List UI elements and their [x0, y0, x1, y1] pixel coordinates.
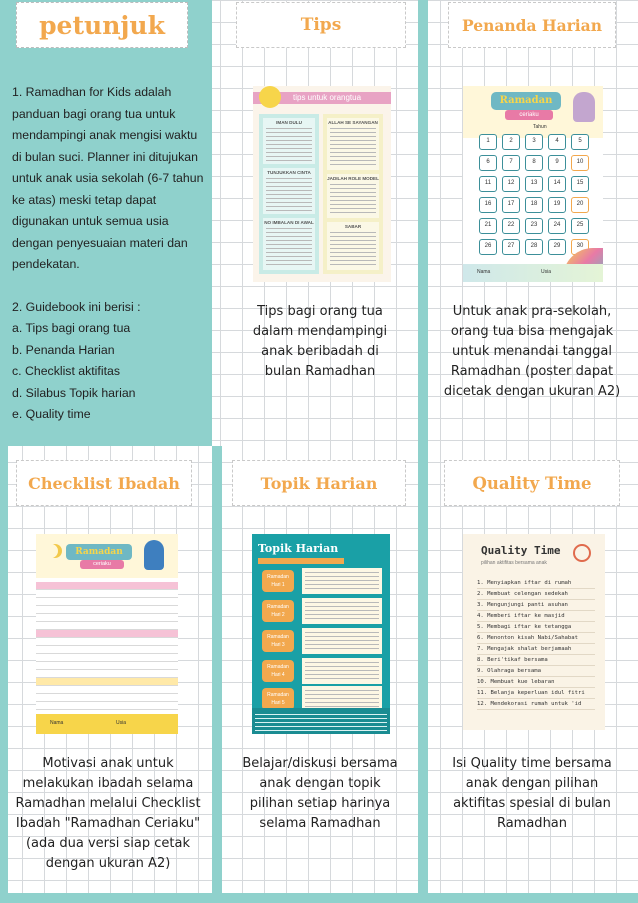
list-item: 4. Memberi iftar ke masjid: [477, 611, 595, 622]
list-item: 8. Beri'tikaf bersama: [477, 655, 595, 666]
day-cell: 20: [571, 197, 589, 213]
day-cell: 3: [525, 134, 543, 150]
day-cell: 13: [525, 176, 543, 192]
tips-header: Tips: [236, 2, 406, 48]
tips-thumbnail: [253, 86, 391, 282]
penanda-footer: Nama Usia: [463, 264, 603, 282]
quality-list: [477, 578, 595, 710]
day-cell: 21: [479, 218, 497, 234]
checklist-ibadah-caption: Motivasi anak untuk melakukan ibadah selama Ramadhan melalui Checklist Ibadah "Ramadhan Ceriaku" (ada dua versi siap cetak dengan ukuran A2): [15, 756, 201, 871]
petunjuk-tab: petunjuk: [16, 2, 188, 48]
kids-illustration-icon: [573, 92, 595, 122]
tips-caption: Tips bagi orang tua dalam mendampingi anak beribadah di bulan Ramadhan: [252, 304, 388, 379]
checklist-table: [36, 582, 178, 714]
topik-harian-thumbnail: [252, 534, 390, 734]
day-badge: Ramadan Hari 1: [262, 570, 294, 592]
day-cell: 9: [548, 155, 566, 171]
ramadan-logo: Ramadan: [66, 544, 132, 560]
topik-thumb-title: Topik Harian: [258, 542, 339, 555]
day-cell: 7: [502, 155, 520, 171]
day-cell: 30: [571, 239, 589, 255]
quality-time-caption: Isi Quality time bersama anak dengan pilihan aktifitas spesial di bulan Ramadhan: [452, 756, 612, 831]
list-item: 10. Membuat kue lebaran: [477, 677, 595, 688]
list-item: 2. Membuat celengan sedekah: [477, 589, 595, 600]
day-cell: 25: [571, 218, 589, 234]
list-item: 3. Mengunjungi panti asuhan: [477, 600, 595, 611]
day-cell: 6: [479, 155, 497, 171]
guide-item: b. Penanda Harian: [12, 342, 115, 357]
list-item: 5. Membagi iftar ke tetangga: [477, 622, 595, 633]
day-cell: 23: [525, 218, 543, 234]
list-item: 1. Menyiapkan iftar di rumah: [477, 578, 595, 589]
tips-column-right: ALLAH SE SAYANGAN JADILAH ROLE MODEL SABAR: [323, 114, 383, 274]
crescent-moon-icon: [44, 544, 58, 558]
day-cell: 11: [479, 176, 497, 192]
list-item: 12. Mendekorasi rumah untuk 'id: [477, 699, 595, 710]
day-cell: 29: [548, 239, 566, 255]
teal-divider-2: [418, 0, 428, 903]
instructions-text: [12, 82, 208, 426]
day-cell: 8: [525, 155, 543, 171]
tahun-label: Tahun: [533, 124, 547, 130]
quality-thumb-subtitle: pilihan aktifitas bersama anak: [481, 560, 547, 566]
day-cell: 4: [548, 134, 566, 150]
quality-time-thumbnail: [463, 534, 605, 730]
quality-time-header: Quality Time: [444, 460, 620, 506]
tips-column-left: IMAN DULU TUNJUKKAN CINTA NO IMBALAN DI AWAL: [259, 114, 319, 274]
list-item: 11. Belanja keperluan idul fitri: [477, 688, 595, 699]
list-item: 7. Mengajak shalat berjamaah: [477, 644, 595, 655]
day-grid: [479, 134, 591, 255]
day-cell: 5: [571, 134, 589, 150]
day-badge: Ramadan Hari 4: [262, 660, 294, 682]
penanda-harian-caption: Untuk anak pra-sekolah, orang tua bisa mengajak untuk menandai tanggal Ramadhan (poster dapat dicetak dengan ukuran A2): [443, 304, 621, 399]
day-badge: Ramadan Hari 2: [262, 600, 294, 622]
penanda-harian-thumbnail: [463, 86, 603, 282]
intro-paragraph: 1. Ramadhan for Kids adalah panduan bagi orang tua untuk mendampingi anak mengisi waktu di bulan suci. Planner ini ditujukan untuk anak usia sekolah (6-7 tahun ke atas) meski tetap dapat digunakan untuk semua usia dengan penyesuaian materi dan pendekatan.: [12, 85, 204, 271]
checklist-ibadah-header: Checklist Ibadah: [16, 460, 192, 506]
day-cell: 1: [479, 134, 497, 150]
day-cell: 27: [502, 239, 520, 255]
day-cell: 24: [548, 218, 566, 234]
checklist-footer: Nama Usia: [36, 714, 178, 734]
clock-icon: [573, 544, 591, 562]
day-cell: 19: [548, 197, 566, 213]
day-badge: Ramadan Hari 3: [262, 630, 294, 652]
topik-harian-caption: Belajar/diskusi bersama anak dengan topik pilihan setiap harinya selama Ramadhan: [242, 756, 398, 831]
ceriaku-label: ceriaku: [505, 110, 553, 120]
day-cell: 14: [548, 176, 566, 192]
kid-illustration-icon: [144, 540, 164, 570]
list-item: 6. Menonton kisah Nabi/Sahabat: [477, 633, 595, 644]
day-cell: 28: [525, 239, 543, 255]
day-cell: 16: [479, 197, 497, 213]
day-cell: 18: [525, 197, 543, 213]
quality-thumb-title: Quality Time: [481, 544, 561, 557]
penanda-harian-header: Penanda Harian: [448, 2, 616, 48]
guide-item: c. Checklist aktifitas: [12, 364, 120, 378]
teal-strip-left: [0, 446, 8, 903]
checklist-ibadah-thumbnail: [36, 534, 178, 734]
guide-item: d. Silabus Topik harian: [12, 385, 136, 400]
ramadan-logo: Ramadan: [491, 92, 561, 110]
day-cell: 15: [571, 176, 589, 192]
list-item: 9. Olahraga bersama: [477, 666, 595, 677]
sun-icon: [259, 86, 281, 108]
day-cell: 12: [502, 176, 520, 192]
guide-item: e. Quality time: [12, 407, 91, 421]
day-badge: Ramadan Hari 5: [262, 688, 294, 710]
day-cell: 22: [502, 218, 520, 234]
day-cell: 26: [479, 239, 497, 255]
ceriaku-label: ceriaku: [80, 560, 124, 569]
guide-title: 2. Guidebook ini berisi :: [12, 299, 141, 314]
teal-divider-1: [212, 446, 222, 903]
day-cell: 17: [502, 197, 520, 213]
day-cell: 10: [571, 155, 589, 171]
teal-strip-bottom: [0, 893, 638, 903]
guide-item: a. Tips bagi orang tua: [12, 321, 131, 335]
topik-harian-header: Topik Harian: [232, 460, 406, 506]
tips-thumb-header: tips untuk orangtua: [253, 92, 391, 104]
day-cell: 2: [502, 134, 520, 150]
